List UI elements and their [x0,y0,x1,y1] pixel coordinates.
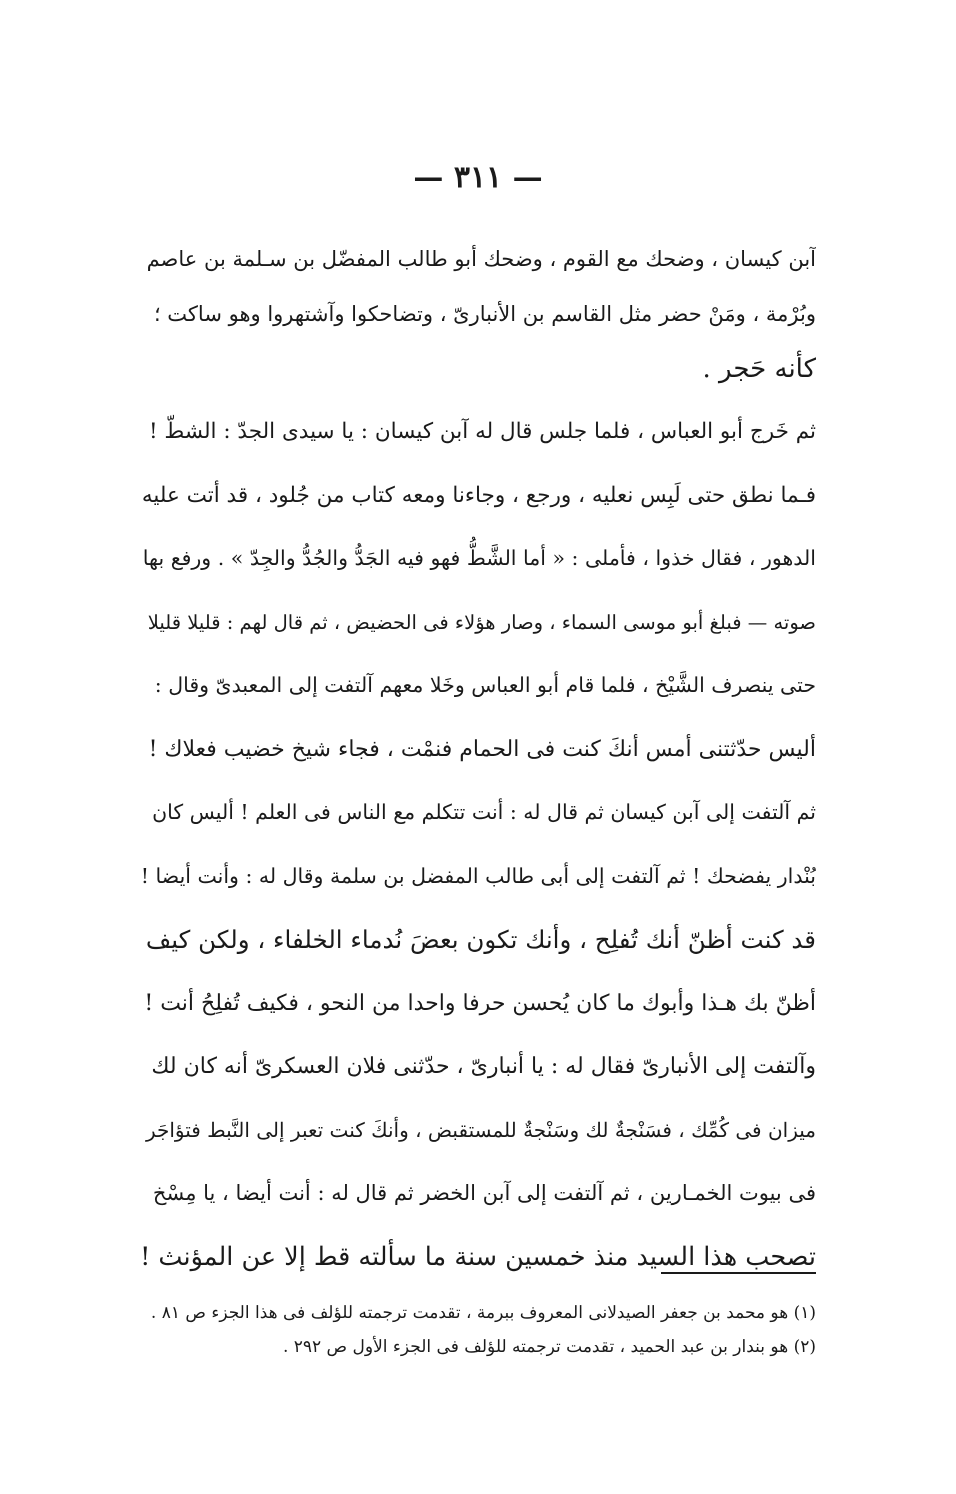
footnote-1: (١) هو محمد بن جعفر الصيدلانى المعروف ببرمة ، تقدمت ترجمته للؤلف فى هذا الجزء ص ٨١ . [150,1303,816,1323]
text-line: الدهور ، فقال خذوا ، فأملى : « أما الشَّطُّ فهو فيه الجَدُّ والجُدُّ والجِدّ » . ورفع بها [142,546,816,570]
text-line: ثم آلتفت إلى آبن كيسان ثم قال له : أنت تتكلم مع الناس فى العلم ! أليس كان [152,800,816,824]
text-line: وآلتفت إلى الأنبارىّ فقال له : يا أنبارىّ ، حدّثنى فلان العسكرىّ أنه كان لك [151,1054,816,1079]
paragraph-1 [140,232,816,397]
page-number: — ٣١١ — [413,160,543,195]
text-line: فى بيوت الخمـارين ، ثم آلتفت إلى آبن الخضر ثم قال له : أنت أيضا ، يا مِسْخ [152,1181,816,1205]
text-line: فـما نطق حتى لَبِس نعليه ، ورجع ، وجاءنا ومعه كتاب من جُلود ، قد أتت عليه [141,482,816,508]
paragraph-2 [140,400,816,1289]
text-line: تصحب هذا السيد منذ خمسين سنة ما سألته قط إلا عن المؤنث ! [140,1241,816,1272]
text-line: وبُرْمة ، ومَنْ حضر مثل القاسم بن الأنبارىّ ، وتضاحكوا وآشتهروا وهو ساكت ؛ [153,302,816,326]
text-line: حتى ينصرف الشَّيْخ ، فلما قام أبو العباس وخَلا معهم آلتفت إلى المعبدىّ وقال : [154,673,816,697]
text-line: كأنه حَجر . [702,354,816,384]
footnotes [140,1296,816,1364]
text-line: أظنّ بك هـذا وأبوك ما كان يُحسن حرفا واحدا من النحو ، فكيف تُفلِحُ أنت ! [144,990,816,1016]
text-line: بُنْدار يفضحك ! ثم آلتفت إلى أبى طالب المفضل بن سلمة وقال له : وأنت أيضا ! [140,863,816,888]
text-line: آبن كيسان ، وضحك مع القوم ، وضحك أبو طالب المفضّل بن سـلمة بن عاصم [146,247,816,271]
text-line: قد كنت أظنّ أنك تُفلِح ، وأنك تكون بعضَ نُدماء الخلفاء ، ولكن كيف [145,925,816,954]
text-line: أليس حدّثتنى أمس أنكَ كنت فى الحمام فنمْت ، فجاء شيخ خضيب فعلاك ! [148,736,816,762]
footnote-2: (٢) هو بندار بن عبد الحميد ، تقدمت ترجمته للؤلف فى الجزء الأول ص ٢٩٢ . [282,1337,816,1357]
text-line: ميزان فى كُمِّك ، فسَنْجةٌ لك وسَنْجةٌ للمستقبض ، وأنكَ كنت تعبر إلى النَّبط فتؤاجَر [145,1117,816,1142]
text-line: ثم خَرج أبو العباس ، فلما جلس قال له آبن كيسان : يا سيدى الجدّ : الشطّ ! [148,419,816,444]
text-line: صوته — فبلغ أبو موسى السماء ، وصار هؤلاء فى الحضيض ، ثم قال لهم : قليلا قليلا [147,610,816,634]
footnote-divider [661,1272,816,1274]
